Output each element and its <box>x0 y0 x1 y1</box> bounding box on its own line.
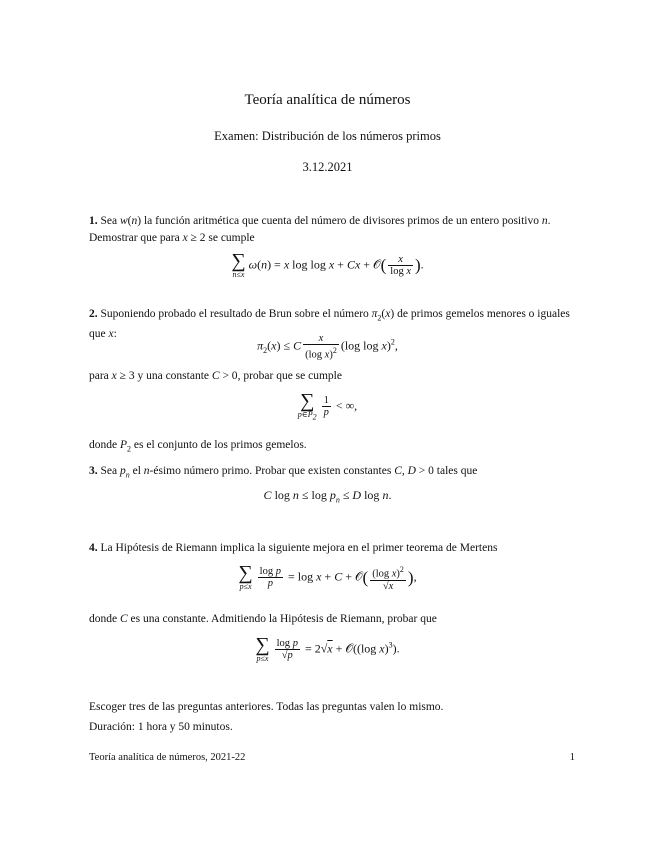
equation-4a: ∑ p≤x $\frac{\text{log p}}{p}$ = log x + C + 𝒪( $\frac{(\log x)^2}{√x}$ ), <box>238 562 417 592</box>
question-4: 4. La Hipótesis de Riemann implica la siguiente mejora en el primer teorema de Mertens <box>89 542 498 554</box>
course-title: Teoría analítica de números <box>244 92 411 108</box>
instructions-line-1: Escoger tres de las preguntas anteriores. Todas las preguntas valen lo mismo. <box>89 701 444 713</box>
equation-3: C $\log n \le \log p_n \le D$ log n. <box>263 488 392 505</box>
footer-left: Teoría analítica de números, 2021-22 <box>89 752 246 763</box>
equation-2b: ∑ $p\in P_2$ $\frac{1}{p}$ < ∞, <box>297 390 358 422</box>
question-1-number: 1. <box>89 215 98 227</box>
question-3-number: 3. <box>89 465 98 477</box>
exam-date: 3.12.2021 <box>302 160 353 174</box>
question-4-number: 4. <box>89 542 98 554</box>
equation-4b: ∑ p≤x $\frac{\text{log p}}{√p}$ = 2√x + 𝒪((log x)$^3$). <box>255 634 400 663</box>
exam-title: Examen: Distribución de los números primos <box>214 129 441 143</box>
question-4-condition: donde C es una constante. Admitiendo la Hipótesis de Riemann, probar que <box>89 613 437 625</box>
question-3: 3. Sea $p_n$ el n-ésimo número primo. Probar que existen constantes C, D > 0 tales que <box>89 465 478 480</box>
question-2: 2. Suponiendo probado el resultado de Brun sobre el número $\pi_2(x)$ de primos gemelos menores o iguales que x: <box>89 308 570 341</box>
question-2-end: donde $P_2$ es el conjunto de los primos gemelos. <box>89 439 307 454</box>
question-2-number: 2. <box>89 308 98 320</box>
equation-1: ∑ n≤x ω(n) = x log log x + Cx + 𝒪( $\frac{x}{\text{log x}}$ ). <box>231 250 424 279</box>
question-2-condition: para x ≥ 3 y una constante C > 0, probar que se cumple <box>89 370 342 382</box>
page-number: 1 <box>569 752 575 763</box>
equation-2a: $\pi_2(x) \le C$ $\frac{x}{(\log x)^2}$ (log log x)$^2$, <box>257 333 398 361</box>
question-1: 1. Sea w(n) la función aritmética que cuenta del número de divisores primos de un entero positivo n. Demostrar que para x ≥ 2 se cumple <box>89 215 551 244</box>
instructions-line-2: Duración: 1 hora y 50 minutos. <box>89 721 233 733</box>
